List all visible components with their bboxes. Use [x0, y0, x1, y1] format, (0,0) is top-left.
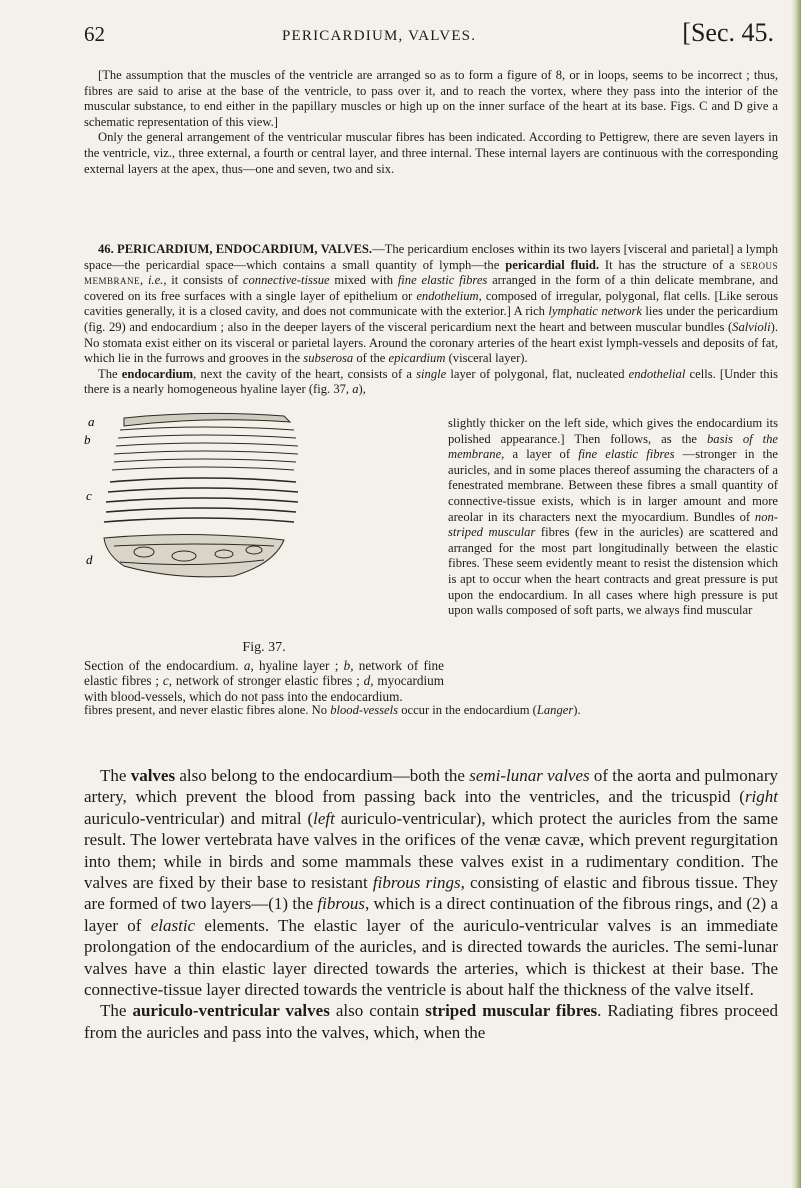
- section-46: [84, 242, 778, 398]
- page-number: 62: [84, 22, 105, 46]
- text-run: (visceral layer).: [445, 351, 528, 366]
- term: epicardium: [388, 351, 446, 366]
- section-marker: [Sec. 45.: [682, 18, 774, 47]
- figure-37-illustration: [84, 404, 324, 624]
- text-run: Section of the endocardium.: [84, 657, 244, 673]
- text-run: ). No stomata exist either on its visceral or parietal layers. Around the coronary arteries of the heart exist lymph-vessels and deposits of fat, which lie in the furrows and grooves in the: [84, 319, 778, 366]
- term: Langer: [536, 703, 574, 717]
- term: fine elastic fibres: [397, 273, 488, 288]
- text-run: ).: [573, 703, 581, 717]
- term: Salvioli: [732, 319, 771, 334]
- text-run: also belong to the endocardium—both the: [175, 766, 470, 785]
- elastic-network-strong: [104, 478, 298, 522]
- term: d: [363, 673, 371, 689]
- term: fibrous rings: [372, 873, 461, 893]
- term: subserosa: [303, 351, 354, 366]
- term: blood-vessels: [330, 703, 399, 717]
- text-run: , hyaline layer ;: [250, 657, 344, 673]
- text-run: —The pericardium encloses within its two layers [visceral and parietal] a lymph space—the pericardial space—which contains a small quantity of lymph—the: [84, 242, 778, 272]
- term: pericardial fluid.: [505, 257, 599, 272]
- text-run: , consisting of elastic and fibrous tissue. They are formed of two layers—(1) the: [84, 873, 778, 914]
- text-run: , myocardium with blood-vessels, which do not pass into the endocardium.: [84, 673, 444, 705]
- myocardium: [104, 534, 284, 576]
- text-run: elements. The elastic layer of the auriculo-ventricular valves is an immediate prolongation of the endocardium of the auricles, and is directed towards the auricles. The semi-lunar valves have a thin elastic layer directed towards the arteries, which is thickest at their base. The connective-tissue layer directed towards the ventricle is about half the thickness of the valve itself.: [84, 915, 778, 1000]
- term: fibrous: [317, 894, 365, 914]
- figure-number: Fig. 37.: [242, 640, 286, 655]
- page-header: [84, 18, 778, 52]
- term: basis of the membrane: [448, 431, 778, 462]
- text-run: lies under the pericardium (fig. 29) and endocardium ; also in the deeper layers of the visceral pericardium next the heart and between muscular bundles (: [84, 304, 778, 334]
- term: elastic: [150, 915, 196, 935]
- text-run: , network of stronger elastic fibres ;: [168, 673, 364, 689]
- section-46-paragraph-1: [84, 242, 778, 367]
- hyaline-layer: [124, 413, 290, 426]
- figure-letter-d: d: [86, 552, 93, 567]
- text-run: It has the structure of a: [598, 257, 741, 272]
- text-run: —stronger in the auricles, and in some places thereof assuming the characters of a fenestrated membrane. Between these fibres a small quantity of connective-tissue exists, which is in larger amount and more areolar in its characters next the myocardium. Bundles of: [448, 447, 778, 524]
- term: c: [162, 673, 169, 689]
- term: fine elastic fibres: [578, 447, 675, 462]
- intro-paragraph-2: Only the general arrangement of the ventricular muscular fibres has been indicated. According to Pettigrew, there are seven layers in the ventricle, viz., three external, a fourth or central layer, and three internal. These internal layers are continuous with the corresponding external layers at the apex, thus—one and seven, two and six.: [84, 130, 778, 176]
- term: b: [343, 657, 351, 673]
- term: semi-lunar valves: [469, 766, 590, 785]
- page-edge: [791, 0, 801, 1188]
- text-run: also contain: [329, 1001, 426, 1021]
- text-run: , composed of irregular, polygonal, flat cells. [Like serous cavities generally, it is a closed cavity, and does not communicate with the exterior.] A rich: [84, 288, 778, 319]
- text-run: of the: [353, 351, 389, 366]
- text-run: The: [100, 1001, 133, 1021]
- text-run: ),: [358, 382, 366, 397]
- text-run: auriculo-ventricular) and mitral (: [84, 808, 314, 828]
- text-run: occur in the endocardium (: [398, 703, 537, 717]
- text-run: . Radiating fibres proceed from the auricles and pass into the valves, which, when the: [84, 1001, 779, 1042]
- text-run: , network of fine elastic fibres ;: [84, 657, 445, 689]
- term: non-striped muscular: [448, 509, 778, 540]
- figure-letter-b: b: [84, 432, 91, 447]
- term: endocardium: [121, 366, 194, 381]
- intro-block: [84, 68, 778, 177]
- term: endothelial: [628, 366, 686, 381]
- term: auriculo-ventricular valves: [132, 1001, 330, 1021]
- text-run: The: [100, 766, 131, 785]
- endocardium-section-drawing: [84, 404, 324, 624]
- text-run: of the aorta and pulmonary artery, which prevent the blood from passing back into the ventricles, and the tricuspid (: [84, 766, 778, 807]
- text-run: arranged in the form of a thin delicate membrane, and covered on its free surfaces with a single layer of epithelium or: [84, 273, 778, 303]
- text-run: ,: [140, 273, 148, 288]
- intro-paragraph-1: [The assumption that the muscles of the ventricle are arranged so as to form a figure of 8, or in loops, seems to be incorrect ; thus, fibres are said to arise at the base of the ventricle, to pass over it, and to reach the vortex, where they pass into the interior of the muscular substance, to end either in the papillary muscles or high up on the inner surface of the heart at its base. Figs. C and D give a schematic representation of this view.]: [84, 68, 778, 129]
- term: connective-tissue: [242, 273, 330, 288]
- text-run: , it consists of: [163, 273, 243, 288]
- continuation-text: [84, 703, 778, 719]
- valves-section: [84, 765, 778, 1043]
- continuation-paragraph: [84, 703, 778, 719]
- text-run: , next the cavity of the heart, consists of a: [193, 366, 417, 381]
- text-run: fibres present, and never elastic fibres alone. No: [84, 703, 331, 717]
- term: lymphatic network: [548, 304, 642, 319]
- term: endothelium: [416, 288, 479, 303]
- figure-caption: [84, 640, 444, 705]
- elastic-network-fine: [112, 427, 298, 470]
- running-title: PERICARDIUM, VALVES.: [282, 28, 477, 44]
- text-run: cells. [Under this there is a nearly homogeneous hyaline layer (fig. 37,: [84, 366, 778, 397]
- term: single: [416, 366, 447, 381]
- section-heading: PERICARDIUM, ENDOCARDIUM, VALVES.: [117, 242, 373, 256]
- term: a: [243, 657, 251, 673]
- text-run: slightly thicker on the left side, which gives the endocardium its polished appearance.] Then follows, as the: [448, 416, 778, 446]
- valves-paragraph-1: [84, 765, 778, 1000]
- section-46-paragraph-2: [84, 367, 778, 398]
- text-run: fibres (few in the auricles) are scattered and arranged for the most part longitudinally between the elastic fibres. These seem evidently meant to resist the distension which is apt to occur when the heart contracts and great pressure is put upon the endocardium. In all cases where high pressure is put upon walls composed of soft parts, we always find muscular: [448, 525, 778, 618]
- figure-letter-c: c: [86, 488, 92, 503]
- term: a: [352, 382, 359, 397]
- section-number: 46.: [98, 242, 114, 256]
- text-run: , a layer of: [501, 447, 579, 462]
- text-run: mixed with: [329, 273, 398, 288]
- text-run: , which is a direct continuation of the fibrous rings, and (2) a layer of: [84, 894, 778, 935]
- text-run: The: [98, 366, 122, 381]
- text-run: auriculo-ventricular), which protect the auricles from the same result. The lower vertebrata have valves in the orifices of the venæ cavæ, which prevent regurgitation into them; while in birds and some mammals these valves exist in a rudimentary condition. The valves are fixed by their base to resistant: [84, 808, 778, 893]
- term: left: [313, 808, 335, 828]
- text-run: layer of polygonal, flat, nucleated: [446, 366, 629, 381]
- wrap-text-column: [448, 416, 778, 619]
- term: valves: [130, 766, 176, 785]
- figure-letter-a: a: [88, 414, 95, 429]
- term: i.e.: [147, 273, 164, 288]
- term: right: [744, 787, 778, 807]
- valves-paragraph-2: [84, 1000, 778, 1043]
- term: striped muscular fibres: [425, 1001, 598, 1021]
- term: serous membrane: [84, 257, 778, 288]
